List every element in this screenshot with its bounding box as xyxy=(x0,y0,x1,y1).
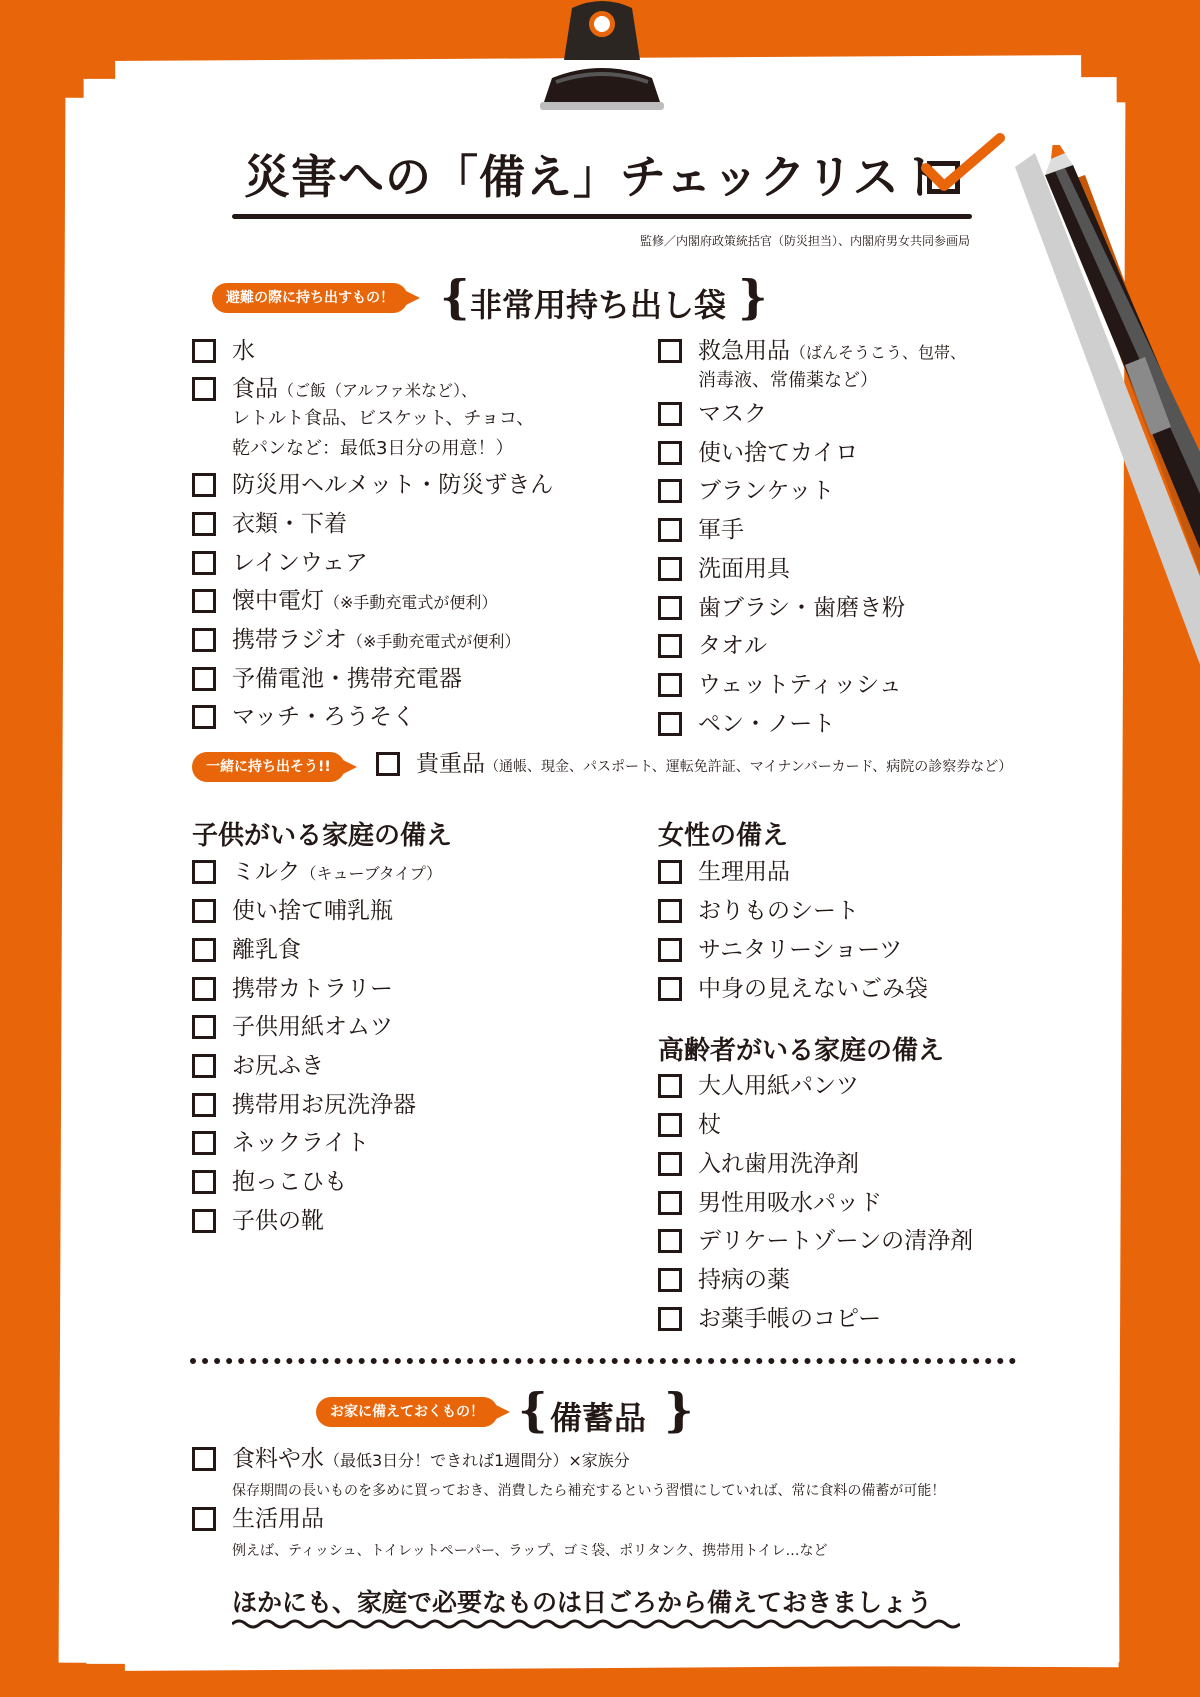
check-item-supplies[interactable] xyxy=(192,1506,324,1533)
check-item[interactable] xyxy=(192,472,553,499)
section-title-elderly: 高齢者がいる家庭の備え xyxy=(658,1036,945,1066)
checkbox[interactable] xyxy=(192,977,216,1001)
checkbox[interactable] xyxy=(658,518,682,542)
brace-open-icon: { xyxy=(440,270,470,324)
check-item[interactable] xyxy=(192,1208,324,1235)
check-item[interactable] xyxy=(192,937,301,964)
check-item[interactable] xyxy=(192,1169,347,1196)
checkbox[interactable] xyxy=(658,402,682,426)
binder-clip-icon xyxy=(512,0,692,112)
item-label: マスク xyxy=(698,401,767,427)
check-item[interactable] xyxy=(192,588,497,616)
check-item[interactable] xyxy=(658,976,928,1003)
item-note: （ご飯（アルファ米など）、 xyxy=(278,381,478,400)
item-label: 防災用ヘルメット・防災ずきん xyxy=(232,472,554,498)
checkbox[interactable] xyxy=(658,977,682,1001)
check-item[interactable] xyxy=(658,401,767,428)
check-item[interactable] xyxy=(192,338,255,365)
check-item[interactable] xyxy=(658,711,835,738)
check-item[interactable] xyxy=(192,704,415,731)
checkbox[interactable] xyxy=(658,1113,682,1137)
item-label: 衣類・下着 xyxy=(232,511,347,537)
check-item[interactable] xyxy=(658,859,790,886)
section-title-women: 女性の備え xyxy=(658,821,789,851)
checkbox[interactable] xyxy=(192,551,216,575)
section-title-children: 子供がいる家庭の備え xyxy=(192,821,453,851)
checkbox[interactable] xyxy=(192,339,216,363)
item-label: 持病の薬 xyxy=(698,1267,790,1293)
checkbox[interactable] xyxy=(658,938,682,962)
check-item[interactable] xyxy=(658,898,859,925)
checkbox[interactable] xyxy=(192,1054,216,1078)
check-item[interactable] xyxy=(658,1306,881,1333)
item-label: 生理用品 xyxy=(698,859,790,885)
checkbox[interactable] xyxy=(192,473,216,497)
item-label: 生活用品 xyxy=(232,1506,324,1532)
item-label: 子供の靴 xyxy=(232,1208,324,1234)
checkbox[interactable] xyxy=(658,557,682,581)
checkbox[interactable] xyxy=(658,712,682,736)
item-label: 入れ歯用洗浄剤 xyxy=(698,1151,859,1177)
section-title-stockpile: 備蓄品 xyxy=(550,1399,647,1437)
item-label: ミルク xyxy=(232,859,301,885)
checkbox[interactable] xyxy=(192,705,216,729)
item-label: お尻ふき xyxy=(232,1053,324,1079)
checkbox[interactable] xyxy=(658,479,682,503)
item-note: （通帳、現金、パスポート、運転免許証、マイナンバーカード、病院の診察券など） xyxy=(485,759,1013,775)
item-note: （最低3日分！できれば1週間分）×家族分 xyxy=(324,1451,630,1470)
check-item[interactable] xyxy=(192,976,393,1003)
item-note: （※手動充電式が便利） xyxy=(347,632,521,651)
checkbox[interactable] xyxy=(658,1229,682,1253)
item-label: レインウェア xyxy=(232,550,368,576)
item-label: 子供用紙オムツ xyxy=(232,1014,393,1040)
item-note: （ばんそうこう、包帯、 xyxy=(790,343,967,362)
item-label: 杖 xyxy=(698,1112,721,1138)
check-item[interactable] xyxy=(658,1151,859,1178)
check-item[interactable] xyxy=(192,859,442,887)
check-item[interactable] xyxy=(658,672,902,699)
checkbox[interactable] xyxy=(658,1268,682,1292)
check-item[interactable] xyxy=(658,556,790,583)
checkbox[interactable] xyxy=(376,752,400,776)
checkbox[interactable] xyxy=(192,1015,216,1039)
checkbox[interactable] xyxy=(658,899,682,923)
checkbox[interactable] xyxy=(658,634,682,658)
item-label: 救急用品 xyxy=(698,338,790,364)
item-label: ネックライト xyxy=(232,1130,370,1156)
checkbox[interactable] xyxy=(192,1507,216,1531)
brace-open-icon: { xyxy=(518,1383,548,1437)
pen-icon xyxy=(1015,145,1200,745)
checkbox[interactable] xyxy=(192,1131,216,1155)
check-item[interactable] xyxy=(192,666,462,693)
section-title-emergency-bag: 非常用持ち出し袋 xyxy=(470,286,727,324)
item-note-line: 消毒液、常備薬など） xyxy=(698,370,878,391)
brace-close-icon: } xyxy=(738,270,768,324)
checkbox[interactable] xyxy=(192,938,216,962)
check-item-food[interactable] xyxy=(192,1446,630,1474)
checkbox[interactable] xyxy=(658,441,682,465)
item-label: 大人用紙パンツ xyxy=(698,1073,859,1099)
item-label: 食品 xyxy=(232,376,278,402)
checkbox[interactable] xyxy=(658,860,682,884)
tag-home-stock: お家に備えておくもの！ xyxy=(316,1397,498,1427)
check-item[interactable] xyxy=(192,1014,393,1041)
checkmark-icon xyxy=(918,130,1008,200)
check-item[interactable] xyxy=(192,376,534,464)
item-label: 予備電池・携帯充電器 xyxy=(232,666,462,692)
check-item[interactable] xyxy=(658,1190,882,1217)
item-label: 洗面用具 xyxy=(698,556,790,582)
tag-take-together: 一緒に持ち出そう!! xyxy=(192,752,345,782)
item-label: 使い捨てカイロ xyxy=(698,440,859,466)
item-label: 歯ブラシ・歯磨き粉 xyxy=(698,595,905,621)
item-label: マッチ・ろうそく xyxy=(232,704,416,730)
checkbox[interactable] xyxy=(658,1307,682,1331)
check-item[interactable] xyxy=(658,1112,721,1139)
checkbox[interactable] xyxy=(192,377,216,401)
check-item[interactable] xyxy=(658,440,858,467)
check-item[interactable] xyxy=(192,1053,324,1080)
checkbox[interactable] xyxy=(658,1152,682,1176)
item-label: お薬手帳のコピー xyxy=(698,1306,882,1332)
check-item[interactable] xyxy=(658,478,834,505)
check-item[interactable] xyxy=(658,1267,790,1294)
checkbox[interactable] xyxy=(658,1191,682,1215)
check-item[interactable] xyxy=(192,1092,416,1119)
item-label: デリケートゾーンの清浄剤 xyxy=(698,1228,974,1254)
item-note-line: レトルト食品、ビスケット、チョコ、 xyxy=(232,408,535,429)
checkbox[interactable] xyxy=(192,667,216,691)
check-item[interactable] xyxy=(658,937,902,964)
item-label: 水 xyxy=(232,338,255,364)
check-item[interactable] xyxy=(192,1130,369,1157)
checkbox[interactable] xyxy=(658,1074,682,1098)
title-underline xyxy=(232,214,972,219)
checkbox[interactable] xyxy=(192,628,216,652)
check-item[interactable] xyxy=(658,633,767,660)
checkbox[interactable] xyxy=(658,673,682,697)
item-label: サニタリーショーツ xyxy=(698,937,903,963)
checkbox[interactable] xyxy=(658,339,682,363)
checkbox[interactable] xyxy=(192,860,216,884)
item-label: 使い捨て哺乳瓶 xyxy=(232,898,393,924)
item-label: 携帯ラジオ xyxy=(232,627,347,653)
checkbox[interactable] xyxy=(192,1209,216,1233)
item-label: 離乳食 xyxy=(232,937,301,963)
check-item[interactable] xyxy=(658,517,744,544)
item-label: 携帯用お尻洗浄器 xyxy=(232,1092,416,1118)
item-label: 抱っこひも xyxy=(232,1169,347,1195)
wavy-underline xyxy=(232,1618,960,1630)
check-item[interactable] xyxy=(192,550,368,577)
checkbox[interactable] xyxy=(192,1447,216,1471)
check-item[interactable] xyxy=(658,1073,859,1100)
brace-close-icon: } xyxy=(664,1383,694,1437)
check-item[interactable] xyxy=(658,338,966,396)
checkbox[interactable] xyxy=(192,512,216,536)
check-item[interactable] xyxy=(192,627,520,655)
item-label: 中身の見えないごみ袋 xyxy=(698,976,928,1002)
title-row xyxy=(230,152,970,202)
item-label: 懐中電灯 xyxy=(232,588,324,614)
check-item[interactable] xyxy=(658,1228,973,1255)
dotted-divider xyxy=(190,1358,1016,1364)
item-label: ウェットティッシュ xyxy=(698,672,902,698)
checkbox[interactable] xyxy=(192,1170,216,1194)
item-label: ペン・ノート xyxy=(698,711,836,737)
stockpile-supplies-description: 例えば、ティッシュ、トイレットペーパー、ラップ、ゴミ袋、ポリタンク、携帯用トイレ…など xyxy=(232,1543,828,1559)
item-label: 携帯カトラリー xyxy=(232,976,393,1002)
tag-evacuation: 避難の際に持ち出すもの！ xyxy=(212,283,408,313)
checkbox[interactable] xyxy=(192,1093,216,1117)
supervisor-credit: 監修／内閣府政策統括官（防災担当）、内閣府男女共同参画局 xyxy=(639,234,970,248)
checkbox[interactable] xyxy=(192,899,216,923)
item-label: 食料や水 xyxy=(232,1446,324,1472)
item-note: （キューブタイプ） xyxy=(300,864,442,883)
stockpile-food-description: 保存期間の長いものを多めに買っておき、消費したら補充するという習慣にしていれば、常に食料の備蓄が可能！ xyxy=(232,1483,946,1499)
page-title: 災害への「備え」チェックリスト xyxy=(244,150,947,204)
item-label: ブランケット xyxy=(698,478,835,504)
item-label: 男性用吸水パッド xyxy=(698,1190,882,1216)
check-item[interactable] xyxy=(192,511,347,538)
item-note-line: 乾パンなど：最低3日分の用意！） xyxy=(232,438,514,459)
footer-message: ほかにも、家庭で必要なものは日ごろから備えておきましょう xyxy=(232,1588,933,1617)
item-label: おりものシート xyxy=(698,898,859,924)
item-label: タオル xyxy=(698,633,767,659)
item-label: 軍手 xyxy=(698,517,744,543)
item-label: 貴重品 xyxy=(416,751,485,777)
checkbox[interactable] xyxy=(192,589,216,613)
checkbox[interactable] xyxy=(658,596,682,620)
check-item-valuables[interactable] xyxy=(376,751,1012,781)
check-item[interactable] xyxy=(658,595,905,622)
item-note: （※手動充電式が便利） xyxy=(324,593,498,612)
check-item[interactable] xyxy=(192,898,393,925)
